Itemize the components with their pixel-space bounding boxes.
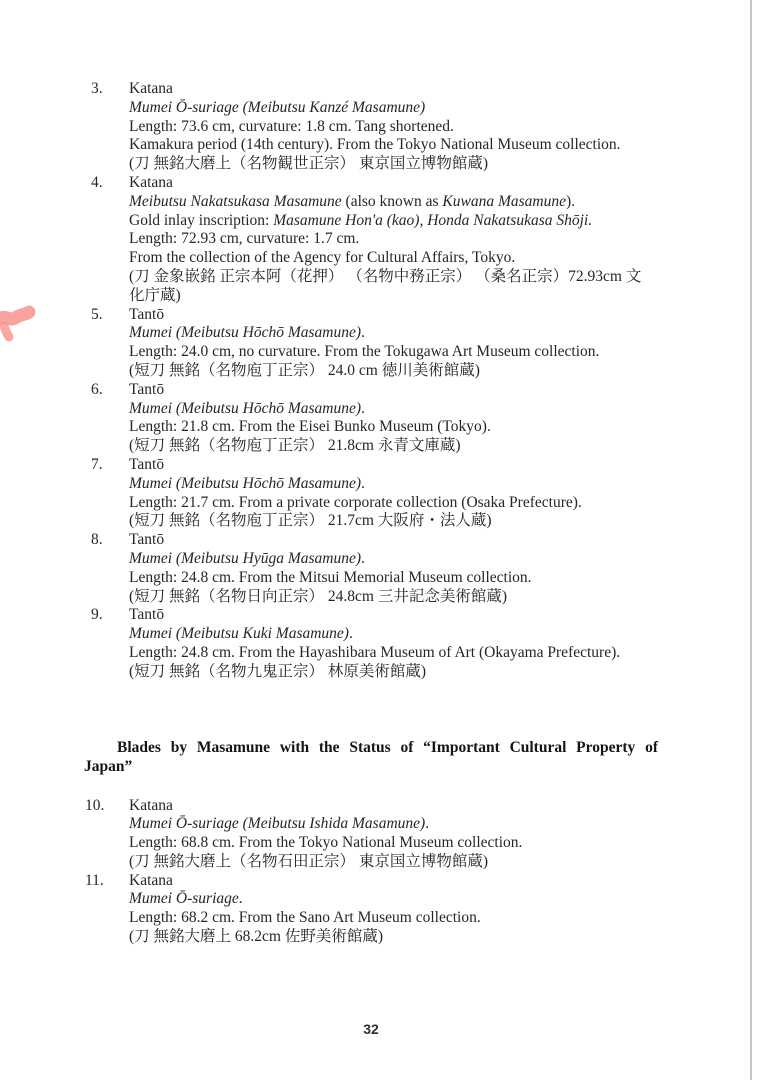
entry-line: (短刀 無銘（名物日向正宗） 24.8cm 三井記念美術館蔵) <box>129 587 508 605</box>
entry-line: Length: 68.2 cm. From the Sano Art Museum collection. <box>129 909 481 927</box>
blade-list-first <box>84 80 658 682</box>
section-heading-line-2: Japan” <box>84 758 133 775</box>
list-entry <box>84 531 658 606</box>
entry-type: Tantō <box>129 455 165 473</box>
entry-line: (刀 無銘大磨上 68.2cm 佐野美術館蔵) <box>129 928 384 946</box>
entry-line: Length: 21.7 cm. From a private corporate collection (Osaka Prefecture). <box>129 493 582 511</box>
entry-line: Length: 24.0 cm, no curvature. From the Tokugawa Art Museum collection. <box>129 343 600 361</box>
entry-line: Gold inlay inscription: Masamune Hon'a (kao), Honda Nakatsukasa Shōji. <box>129 211 593 229</box>
entry-number: 9. <box>91 606 103 624</box>
entry-number: 4. <box>91 173 103 191</box>
entry-body <box>129 306 658 381</box>
entry-body <box>129 872 658 947</box>
entry-line: Length: 73.6 cm, curvature: 1.8 cm. Tang shortened. <box>129 117 454 135</box>
entry-body <box>129 80 658 174</box>
entry-line: Mumei (Meibutsu Hōchō Masamune). <box>129 474 365 492</box>
pink-highlight-mark <box>0 298 38 350</box>
section-heading <box>84 738 658 777</box>
entry-type: Tantō <box>129 305 165 323</box>
entry-line: Mumei (Meibutsu Kuki Masamune). <box>129 625 353 643</box>
entry-body <box>129 174 658 306</box>
entry-number: 7. <box>91 455 103 473</box>
page-number: 32 <box>363 1021 379 1037</box>
entry-number: 6. <box>91 380 103 398</box>
entry-line: Mumei (Meibutsu Hyūga Masamune). <box>129 549 365 567</box>
entry-body <box>129 606 658 681</box>
list-entry <box>84 174 658 306</box>
entry-number: 8. <box>91 531 103 549</box>
entry-number: 11. <box>85 871 104 889</box>
entry-line: (短刀 無銘（名物九鬼正宗） 林原美術館蔵) <box>129 662 427 680</box>
entry-line: Length: 24.8 cm. From the Hayashibara Museum of Art (Okayama Prefecture). <box>129 643 621 661</box>
entry-body <box>129 531 658 606</box>
list-entry <box>84 456 658 531</box>
entry-line: (短刀 無銘（名物庖丁正宗） 21.7cm 大阪府・法人蔵) <box>129 512 492 530</box>
entry-line: (刀 無銘大磨上（名物石田正宗） 東京国立博物館蔵) <box>129 852 489 870</box>
entry-type: Katana <box>129 796 173 814</box>
entry-line: Mumei Ō-suriage (Meibutsu Ishida Masamune). <box>129 815 430 833</box>
list-entry <box>84 306 658 381</box>
entry-number: 5. <box>91 305 103 323</box>
entry-line: From the collection of the Agency for Cultural Affairs, Tokyo. <box>129 249 516 267</box>
entry-line: Mumei Ō-suriage. <box>129 890 243 908</box>
entry-type: Tantō <box>129 380 165 398</box>
entry-type: Katana <box>129 173 173 191</box>
entry-line: Length: 72.93 cm, curvature: 1.7 cm. <box>129 230 360 248</box>
list-entry <box>84 872 658 947</box>
entry-line: Length: 21.8 cm. From the Eisei Bunko Museum (Tokyo). <box>129 418 491 436</box>
entry-type: Katana <box>129 80 173 97</box>
entry-line: Mumei (Meibutsu Hōchō Masamune). <box>129 324 365 342</box>
section-heading-line-1: Blades by Masamune with the Status of “Important Cultural Property of <box>117 738 658 756</box>
entry-type: Tantō <box>129 606 165 624</box>
entry-body <box>129 797 658 872</box>
entry-line: (短刀 無銘（名物庖丁正宗） 24.0 cm 徳川美術館蔵) <box>129 361 480 379</box>
page-edge-shadow <box>750 0 752 1080</box>
entry-body <box>129 381 658 456</box>
entry-number: 3. <box>91 80 103 97</box>
blade-list-second <box>84 797 658 947</box>
entry-line: Kamakura period (14th century). From the Tokyo National Museum collection. <box>129 136 621 154</box>
entry-line: Length: 24.8 cm. From the Mitsui Memorial Museum collection. <box>129 568 532 586</box>
entry-line: 化庁蔵) <box>129 286 181 304</box>
entry-body <box>129 456 658 531</box>
list-entry <box>84 381 658 456</box>
entry-line: Length: 68.8 cm. From the Tokyo National Museum collection. <box>129 834 523 852</box>
entry-type: Tantō <box>129 531 165 549</box>
entry-line: Mumei (Meibutsu Hōchō Masamune). <box>129 399 365 417</box>
entry-line: Mumei Ō-suriage (Meibutsu Kanzé Masamune) <box>129 98 426 116</box>
entry-line: (刀 無銘大磨上（名物観世正宗） 東京国立博物館蔵) <box>129 155 489 173</box>
entry-type: Katana <box>129 871 173 889</box>
entry-line: (刀 金象嵌銘 正宗本阿（花押） （名物中務正宗） （桑名正宗）72.93cm 文 <box>129 267 642 285</box>
list-entry <box>84 797 658 872</box>
entry-line: Meibutsu Nakatsukasa Masamune (also known as Kuwana Masamune). <box>129 192 576 210</box>
list-entry <box>84 80 658 174</box>
page-content <box>84 80 658 947</box>
entry-line: (短刀 無銘（名物庖丁正宗） 21.8cm 永青文庫蔵) <box>129 437 461 455</box>
entry-number: 10. <box>85 796 105 814</box>
list-entry <box>84 606 658 681</box>
